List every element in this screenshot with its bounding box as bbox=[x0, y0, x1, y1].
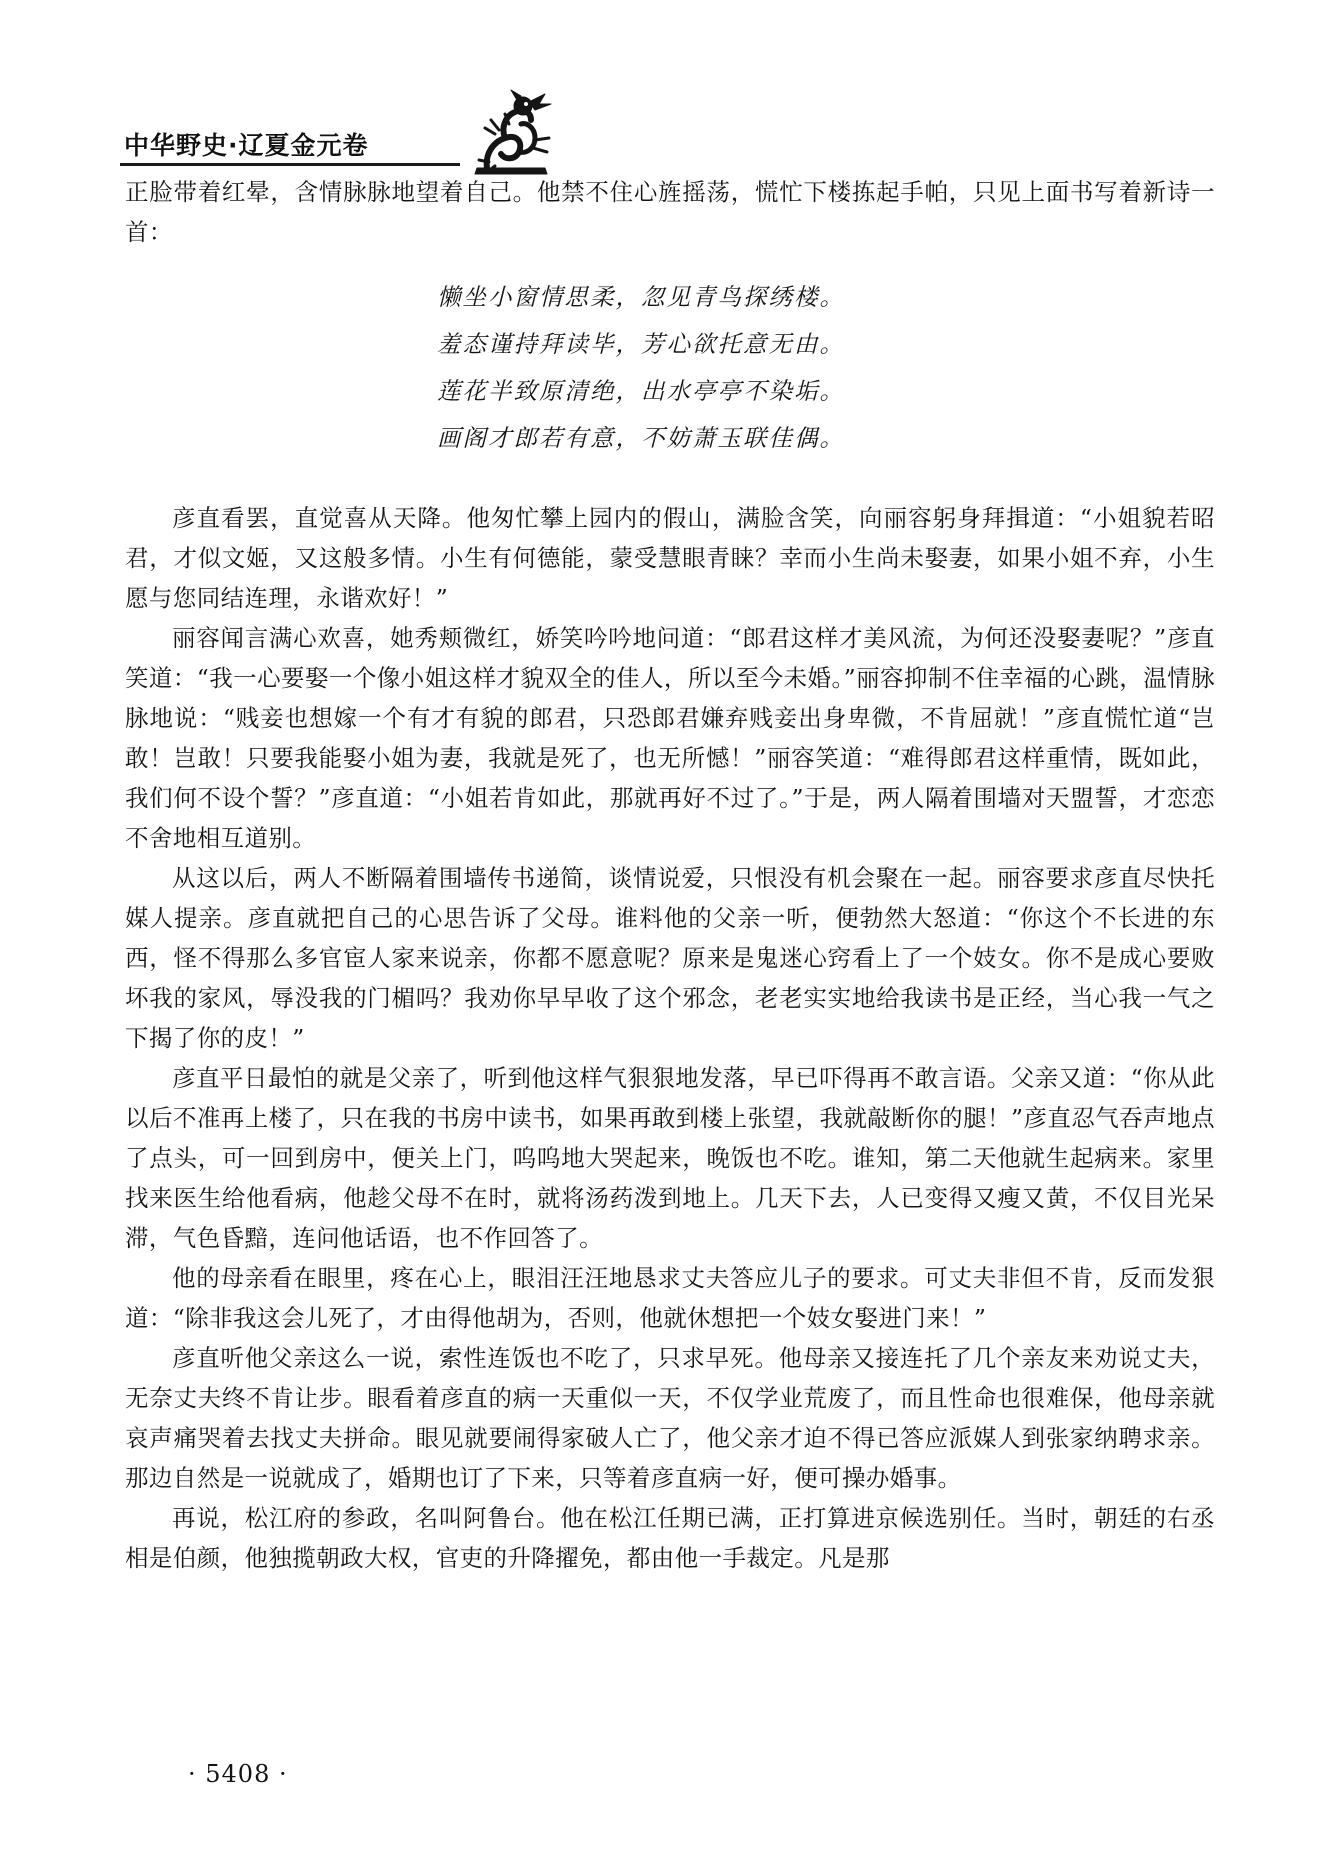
header-rule bbox=[120, 163, 460, 166]
poem-line: 懒坐小窗情思柔，忽见青鸟探绣楼。 bbox=[437, 283, 845, 311]
paragraph: 彦直看罢，直觉喜从天降。他匆忙攀上园内的假山，满脸含笑，向丽容躬身拜揖道：“小姐貌若昭君，才似文姬，又这般多情。小生有何德能，蒙受慧眼青睐？幸而小生尚未娶妻，如果小姐不弃，小生愿与您同结连理，永谐欢好！” bbox=[125, 504, 1215, 612]
body-text bbox=[125, 172, 1215, 1578]
poem-line: 画阁才郎若有意，不妨萧玉联佳偶。 bbox=[437, 424, 845, 452]
poem bbox=[437, 274, 1215, 462]
paragraph: 正脸带着红晕，含情脉脉地望着自己。他禁不住心旌摇荡，慌忙下楼拣起手帕，只见上面书写着新诗一首： bbox=[125, 178, 1215, 246]
paragraph: 彦直听他父亲这么一说，索性连饭也不吃了，只求早死。他母亲又接连托了几个亲友来劝说丈夫，无奈丈夫终不肯让步。眼看着彦直的病一天重似一天，不仅学业荒废了，而且性命也很难保，他母亲就哀声痛哭着去找丈夫拼命。眼见就要闹得家破人亡了，他父亲才迫不得已答应派媒人到张家纳聘求亲。那边自然是一说就成了，婚期也订了下来，只等着彦直病一好，便可操办婚事。 bbox=[125, 1344, 1215, 1492]
running-header-title: 中华野史·辽夏金元卷 bbox=[124, 131, 369, 160]
paragraph: 从这以后，两人不断隔着围墙传书递简，谈情说爱，只恨没有机会聚在一起。丽容要求彦直尽快托媒人提亲。彦直就把自己的心思告诉了父母。谁料他的父亲一听，便勃然大怒道：“你这个不长进的东西，怪不得那么多官宦人家来说亲，你都不愿意呢？原来是鬼迷心窍看上了一个妓女。你不是成心要败坏我的家风，辱没我的门楣吗？我劝你早早收了这个邪念，老老实实地给我读书是正经，当心我一气之下揭了你的皮！” bbox=[125, 864, 1215, 1052]
paragraph: 他的母亲看在眼里，疼在心上，眼泪汪汪地恳求丈夫答应儿子的要求。可丈夫非但不肯，反而发狠道：“除非我这会儿死了，才由得他胡为，否则，他就休想把一个妓女娶进门来！” bbox=[125, 1264, 1215, 1332]
poem-line: 莲花半致原清绝，出水亭亭不染垢。 bbox=[437, 377, 845, 405]
paragraph: 彦直平日最怕的就是父亲了，听到他这样气狠狠地发落，早已吓得再不敢言语。父亲又道：“你从此以后不准再上楼了，只在我的书房中读书，如果再敢到楼上张望，我就敲断你的腿！”彦直忍气吞声地点了点头，可一回到房中，便关上门，呜呜地大哭起来，晚饭也不吃。谁知，第二天他就生起病来。家里找来医生给他看病，他趁父母不在时，就将汤药泼到地上。几天下去，人已变得又瘦又黄，不仅目光呆滞，气色昏黯，连问他话语，也不作回答了。 bbox=[125, 1064, 1215, 1252]
running-header bbox=[120, 88, 980, 168]
poem-line: 羞态谨持拜读毕，芳心欲托意无由。 bbox=[437, 330, 845, 358]
paragraph: 丽容闻言满心欢喜，她秀颊微红，娇笑吟吟地问道：“郎君这样才美风流，为何还没娶妻呢？”彦直笑道：“我一心要娶一个像小姐这样才貌双全的佳人，所以至今未婚。”丽容抑制不住幸福的心跳，温情脉脉地说：“贱妾也想嫁一个有才有貌的郎君，只恐郎君嫌弃贱妾出身卑微，不肯屈就！”彦直慌忙道“岂敢！岂敢！只要我能娶小姐为妻，我就是死了，也无所憾！”丽容笑道：“难得郎君这样重情，既如此，我们何不设个誓？”彦直道：“小姐若肯如此，那就再好不过了。”于是，两人隔着围墙对天盟誓，才恋恋不舍地相互道别。 bbox=[125, 624, 1215, 852]
paragraph: 再说，松江府的参政，名叫阿鲁台。他在松江任期已满，正打算进京候选别任。当时，朝廷的右丞相是伯颜，他独揽朝政大权，官吏的升降擢免，都由他一手裁定。凡是那 bbox=[125, 1504, 1215, 1572]
dragon-icon bbox=[465, 88, 557, 176]
page-number: · 5408 · bbox=[188, 1760, 288, 1788]
